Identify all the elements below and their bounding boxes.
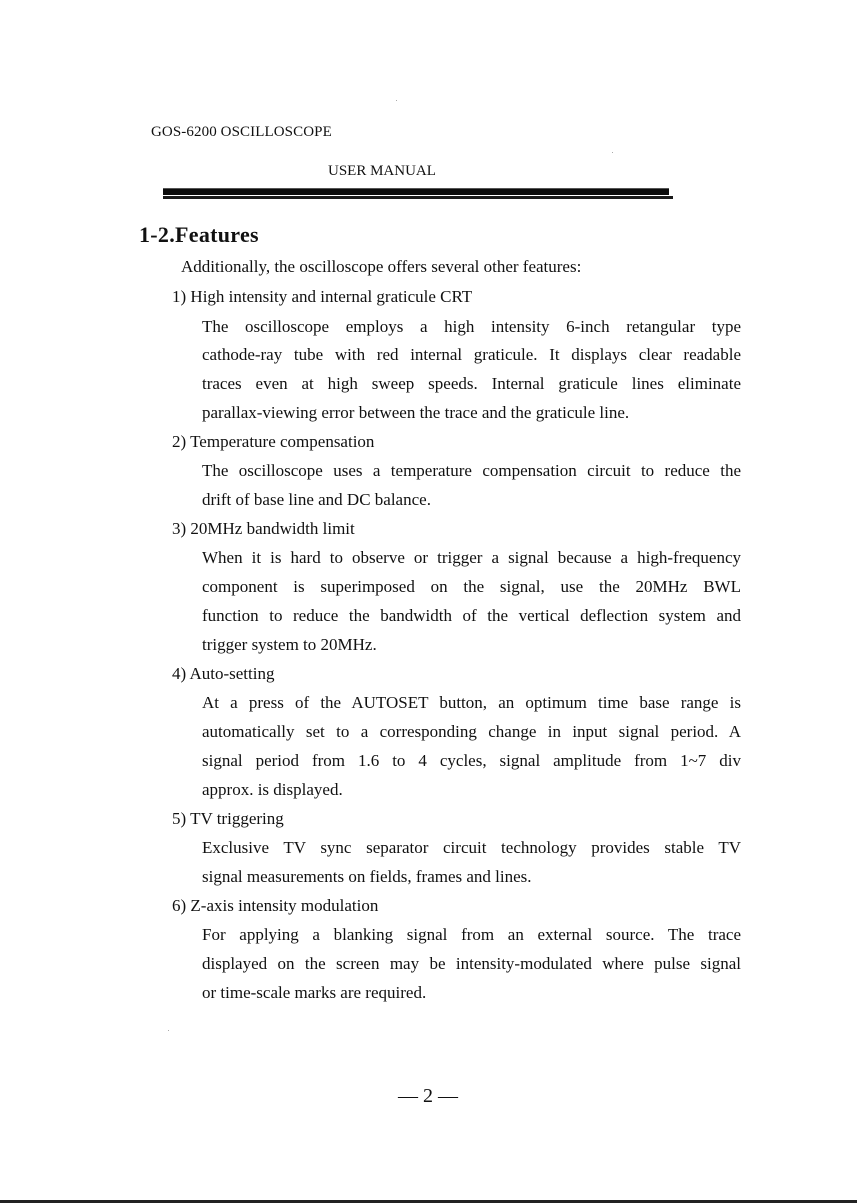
feature-line: displayed on the screen may be intensity-modulated where pulse signal [202, 954, 741, 973]
section-intro: Additionally, the oscilloscope offers several other features: [181, 257, 582, 276]
feature-title: 5) TV triggering [172, 809, 284, 828]
feature-title: 6) Z-axis intensity modulation [172, 896, 379, 915]
header-subtitle: USER MANUAL [328, 163, 436, 179]
feature-line: approx. is displayed. [202, 780, 343, 799]
feature-line: When it is hard to observe or trigger a signal because a high-frequency [202, 548, 741, 567]
feature-line: function to reduce the bandwidth of the vertical deflection system and [202, 606, 741, 625]
feature-line: parallax-viewing error between the trace and the graticule line. [202, 403, 630, 422]
feature-line: traces even at high sweep speeds. Internal graticule lines eliminate [202, 374, 741, 393]
feature-line: signal period from 1.6 to 4 cycles, signal amplitude from 1~7 div [202, 751, 741, 770]
header-title: GOS-6200 OSCILLOSCOPE [151, 124, 332, 140]
scan-speck [168, 1030, 169, 1031]
feature-line: At a press of the AUTOSET button, an optimum time base range is [202, 693, 741, 712]
feature-line: drift of base line and DC balance. [202, 490, 431, 509]
header-rule [163, 188, 669, 195]
feature-line: The oscilloscope employs a high intensity 6-inch retangular type [202, 317, 741, 336]
feature-line: The oscilloscope uses a temperature compensation circuit to reduce the [202, 461, 741, 480]
feature-line: Exclusive TV sync separator circuit technology provides stable TV [202, 838, 741, 857]
feature-title: 3) 20MHz bandwidth limit [172, 519, 355, 538]
feature-line: or time-scale marks are required. [202, 983, 427, 1002]
feature-line: automatically set to a corresponding change in input signal period. A [202, 722, 741, 741]
feature-line: cathode-ray tube with red internal graticule. It displays clear readable [202, 345, 741, 364]
scan-speck [612, 152, 613, 153]
section-heading: 1-2.Features [139, 222, 259, 247]
feature-title: 1) High intensity and internal graticule CRT [172, 287, 473, 306]
feature-line: component is superimposed on the signal, use the 20MHz BWL [202, 577, 741, 596]
feature-title: 2) Temperature compensation [172, 432, 375, 451]
feature-line: For applying a blanking signal from an external source. The trace [202, 925, 741, 944]
page-number: — 2 — [398, 1085, 458, 1107]
feature-line: signal measurements on fields, frames and lines. [202, 867, 532, 886]
feature-title: 4) Auto-setting [172, 664, 275, 683]
header-rule-underline [163, 196, 673, 199]
scan-speck [396, 100, 397, 101]
feature-line: trigger system to 20MHz. [202, 635, 377, 654]
